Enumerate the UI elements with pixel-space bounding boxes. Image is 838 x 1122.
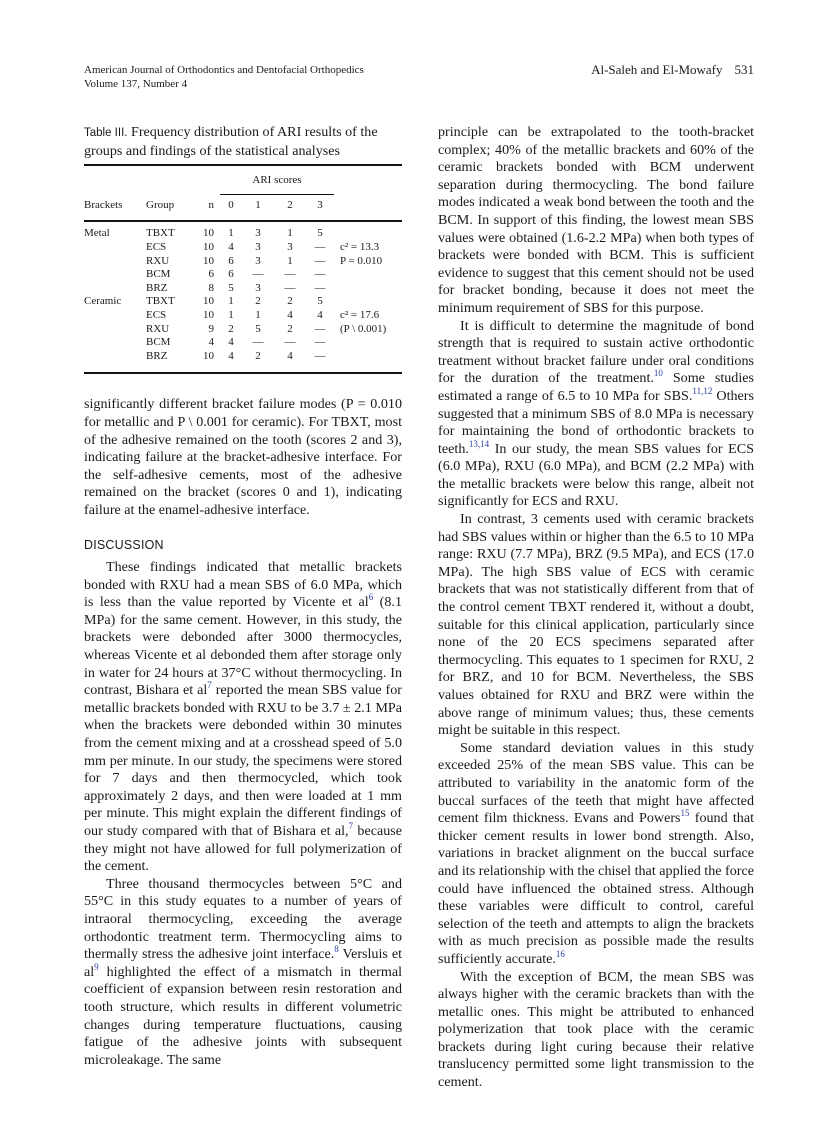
citation-link[interactable]: 6 (368, 592, 374, 603)
discussion-paragraph-7: With the exception of BCM, the mean SBS was always higher with the ceramic brackets than with the metallic ones. This might be attributed to enhanced polymerization that took place with the ceramic brackets during light curing because their relative translucency permitted some light transmission to the cement. (438, 968, 754, 1091)
table-label: Table III. (84, 127, 128, 139)
results-paragraph: significantly different bracket failure modes (P = 0.010 for metallic and P \ 0.001 for ceramic). For TBXT, most of the adhesive remained on the tooth (scores 2 and 3), indicating failure at the bracket-adhesive interface. For the self-adhesive cements, most of the adhesive remained on the bracket (scores 0 and 1), indicating failure at the enamel-adhesive interface. (84, 396, 402, 518)
citation-link[interactable]: 9 (94, 961, 99, 972)
discussion-paragraph-6: Some standard deviation values in this study exceeded 25% of the mean SBS value. This can be attributed to variability in the anatomic form of the buccal surfaces of the teeth that might have affected cement film thickness. Evans and Powers$^{15}$ found that thicker cement results in lower bond strength. Also, variations in bracket alignment on the buccal surface and its relationship with the chisel that applied the force could have influenced the obtained stress. Although these variables were difficult to control, careful selection of the teeth and attempts to align the brackets with as much precision as possible made the results sufficiently accurate.$^{16}$ (438, 739, 755, 967)
chi-square-metal: c² = 13.3 (340, 240, 380, 253)
col-header-2: 2 (287, 198, 293, 211)
table-row: Metal TBXT 10 1 3 1 5 (84, 227, 323, 240)
citation-link[interactable]: 16 (555, 948, 565, 959)
citation-link[interactable]: 8 (334, 944, 339, 955)
table-caption (84, 124, 402, 160)
section-heading-discussion: DISCUSSION (84, 538, 164, 553)
table-caption-text: Frequency distribution of ARI results of the groups and findings of the statistical analyses (84, 124, 378, 159)
right-column (438, 124, 754, 1092)
chi-square-ceramic: c² = 17.6 (340, 308, 380, 321)
p-value-metal: P = 0.010 (340, 254, 383, 267)
table-row: RXU 10 6 3 1 — P = 0.010 (84, 255, 402, 269)
col-header-brackets: Brackets (84, 198, 123, 211)
citation-link[interactable]: 7 (207, 680, 212, 691)
left-column (84, 124, 402, 1069)
table-row: Ceramic TBXT 10 1 2 2 5 (84, 295, 323, 308)
table-header-row (84, 195, 402, 222)
citation-link[interactable]: 11,12 (692, 385, 713, 396)
authors: Al-Saleh and El-Mowafy (591, 62, 723, 77)
page-number: 531 (734, 62, 754, 77)
ari-table (84, 164, 402, 374)
discussion-paragraph-5: In contrast, 3 cements used with ceramic brackets had SBS values within or higher than the 6.5 to 10 MPa range: RXU (7.7 MPa), BRZ (9.5 MPa), and ECS (17.0 MPa). The high SBS value of ECS with ceramic brackets that was not statistically different from that of the control cement TBXT rendered it, without a doubt, suitable for this clinical application, particularly since none of the 20 ECS specimens separated after thermocycling. This equates to 1 specimen for RXU, 2 for BRZ, and 10 for BCM. Nevertheless, the SBS values obtained for RXU and BRZ were within the above range of minimum values; thus, these cements might be suitable in this respect. (438, 511, 754, 739)
col-header-1: 1 (255, 198, 261, 211)
citation-link[interactable]: 13,14 (468, 438, 490, 449)
table-row: BRZ 10 4 2 4 — (84, 350, 402, 374)
table-row: ECS 10 4 3 3 — c² = 13.3 (84, 241, 402, 255)
discussion-paragraph-1: These findings indicated that metallic brackets bonded with RXU had a mean SBS of 6.0 MPa, which is less than the value reported by Vicente et al$^6$ (8.1 MPa) for the same cement. However, in this study, the brackets were debonded after 3000 thermocycles, whereas Vicente et al debonded them after storage only in water for 24 hours at 37°C without thermocycling. In contrast, Bishara et al$^7$ reported the mean SBS value for metallic brackets bonded with RXU to be 3.7 ± 2.1 MPa when the brackets were debonded within 30 minutes from the cement mixing and at a crosshead speed of 5.0 mm per minute. In our study, the specimens were stored for 7 days and then thermocycled, which took approximately 2 days, and then were loaded at 1 mm per minute. This might explain the different findings of our study compared with that of Bishara et al,$^7$ because they might not have allowed for full polymerization of the cement. (84, 559, 402, 875)
table-row: BCM 6 6 — — — (146, 268, 326, 281)
table-row: ECS 10 1 1 4 4 c² = 17.6 (84, 309, 402, 323)
citation-link[interactable]: 7 (348, 820, 354, 831)
discussion-paragraph-3: principle can be extrapolated to the tooth-bracket complex; 40% of the metallic brackets and 60% of the ceramic brackets bonded with BCM underwent separation during thermocycling. The bond failure modes indicated a weak bond between the tooth and the BCM. In support of this finding, the lowest mean SBS values were obtained (1.6-2.2 MPa) when both types of brackets were bonded with BCM. This is sufficient evidence to suggest that this cement should not be used for bracket bonding, because it does not meet the minimum requirement of SBS for this purpose. (438, 124, 754, 316)
citation-link[interactable]: 10 (653, 368, 663, 379)
ari-spanner: ARI scores (220, 165, 334, 195)
col-header-group: Group (146, 198, 175, 211)
discussion-paragraph-2: Three thousand thermocycles between 5°C and 55°C in this study equates to a number of years of intraoral thermocycling, exceeding the average orthodontic treatment term. Thermocycling aims to thermally stress the adhesive joint interface.$^8$ Versluis et al$^9$ highlighted the effect of a mismatch in thermal coefficient of expansion between resin restoration and tooth structure, which results in different volumetric changes during temperature fluctuations, causing fatigue of the adhesive joints with subsequent microleakage. The same (84, 875, 402, 1068)
col-header-n: n (208, 198, 214, 211)
citation-link[interactable]: 15 (680, 808, 690, 819)
journal-title: American Journal of Orthodontics and Dentofacial Orthopedics (84, 64, 364, 76)
author-page (591, 63, 754, 77)
table-row: BRZ 8 5 3 — — (146, 281, 326, 294)
col-header-0: 0 (228, 198, 234, 211)
table-row: BCM 4 4 — — — (146, 336, 326, 349)
journal-info (84, 63, 364, 91)
discussion-paragraph-4: It is difficult to determine the magnitude of bond strength that is required to sustain active orthodontic treatment without bracket failure under oral conditions for the duration of the treatment.$^{10}$ Some studies estimated a range of 6.5 to 10 MPa for SBS.$^{11,12}$ Others suggested that a minimum SBS of 8.0 MPa is necessary for maintaining the bond of orthodontic brackets to teeth.$^{13,14}$ In our study, the mean SBS values for ECS (6.0 MPa), RXU (6.0 MPa), and BCM (2.2 MPa) with the metallic brackets were below this range, albeit not significantly for ECS and RXU. (438, 317, 754, 510)
col-header-3: 3 (317, 198, 323, 211)
table-row: RXU 9 2 5 2 — (P \ 0.001) (84, 323, 402, 337)
journal-volume: Volume 137, Number 4 (84, 78, 188, 90)
p-value-ceramic: (P \ 0.001) (340, 322, 387, 335)
